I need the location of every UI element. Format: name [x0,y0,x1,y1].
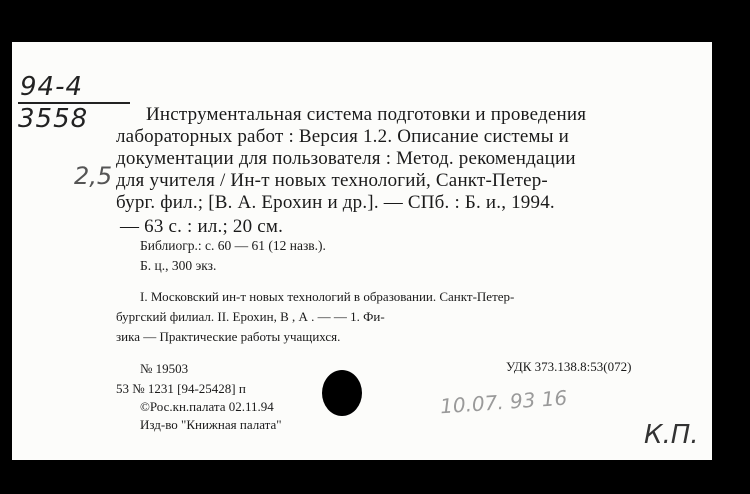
copyright-line: ©Рос.кн.палата 02.11.94 [140,399,274,414]
entry-line-5: бург. фил.; [В. А. Ерохин и др.]. — СПб. : Б. и., 1994. [116,192,555,213]
print-run: Б. ц., 300 экз. [140,258,217,273]
tracing-line-3: зика — Практические работы учащихся. [116,329,341,344]
publisher-line: Изд-во "Книжная палата" [140,417,282,432]
margin-note: 2,5 [74,162,113,190]
tracing-line-2: бургский филиал. II. Ерохин, В , А . — — 1. Фи- [116,309,385,324]
entry-line-1: Инструментальная система подготовки и проведения [146,104,587,125]
bibliography-note: Библиогр.: с. 60 — 61 (12 назв.). [140,238,326,253]
ink-blot [322,370,362,416]
tracing-line-1: I. Московский ин-т новых технологий в образовании. Санкт-Петер- [140,289,515,304]
catalog-card [12,42,712,460]
entry-line-2: лабораторных работ : Версия 1.2. Описание системы и [116,126,569,147]
entry-line-3: документации для пользователя : Метод. рекомендации [116,148,576,169]
entry-line-6: — 63 с. : ил.; 20 см. [120,216,284,237]
shelfmark-top: 94-4 [20,72,84,102]
order-number: 53 № 1231 [94-25428] п [116,381,246,396]
udc-code: УДК 373.138.8:53(072) [506,359,632,374]
shelfmark-bottom: 3558 [18,104,89,134]
card-number: № 19503 [140,361,189,376]
entry-line-4: для учителя / Ин-т новых технологий, Санкт-Петер- [116,170,548,191]
faded-stamp: 10.07. 93 16 [439,385,568,419]
handwritten-initials: К.П. [644,420,699,450]
